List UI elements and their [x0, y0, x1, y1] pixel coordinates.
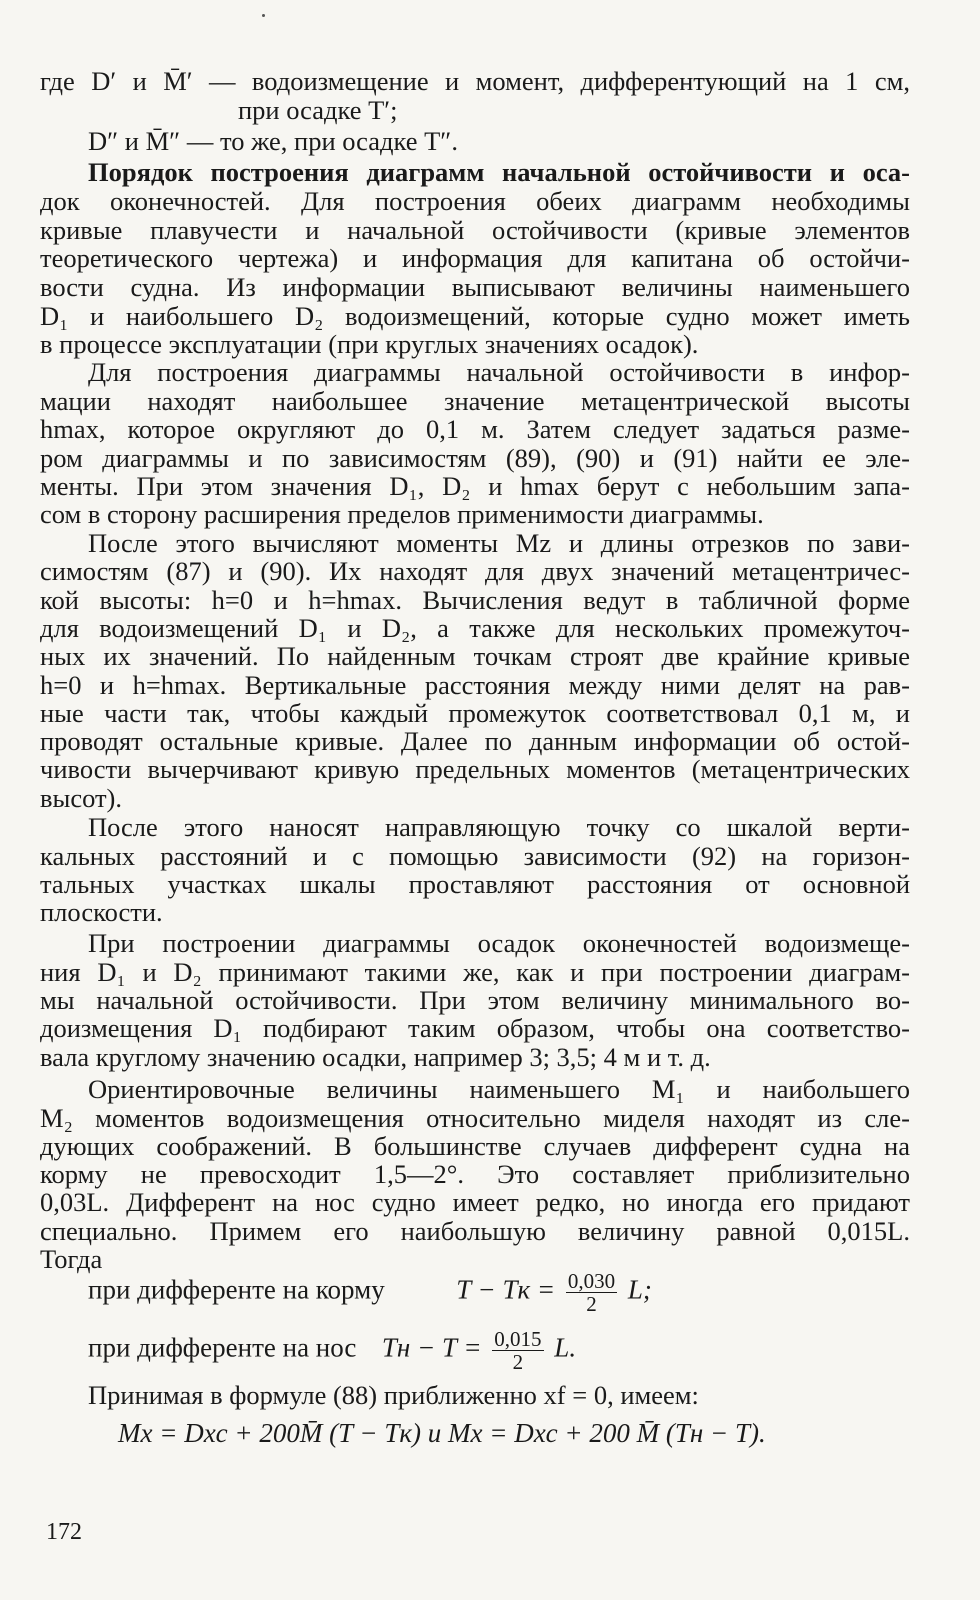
- text-line: в процессе эксплуатации (при круглых значениях осадок).: [40, 329, 699, 359]
- text-line: ные части так, чтобы каждый промежуток соответствовал 0,1 м, и: [40, 698, 910, 728]
- formula-moment: [118, 1418, 766, 1448]
- text-line: высот).: [40, 783, 123, 813]
- text-line: h=0 и h=hmax. Вертикальные расстояния между ними делят на рав-: [40, 670, 910, 700]
- formula-lead: при дифференте на корму: [88, 1274, 385, 1305]
- text-line: доизмещения D₁ подбирают таким образом, чтобы она соответство-: [40, 1013, 910, 1043]
- text-line: для водоизмещений D₁ и D₂, а также для нескольких промежуточ-: [40, 613, 910, 643]
- text-line: ром диаграммы и по зависимостям (89), (90) и (91) найти ее эле-: [40, 443, 910, 473]
- text-line: при осадке T′;: [238, 95, 398, 125]
- text-line: менты. При этом значения D₁, D₂ и hmax берут с небольшим запа-: [40, 471, 910, 501]
- formula-moment-text: Mx = Dxc + 200M̄ (T − Tк) и Mx = Dxc + 200 M̄ (Tн − T).: [118, 1418, 766, 1448]
- text-line: Тогда: [40, 1244, 103, 1274]
- formula-tail: L;: [627, 1274, 652, 1305]
- text-line: После этого вычисляют моменты Mz и длины отрезков по зави-: [88, 528, 910, 558]
- text-line: симостям (87) и (90). Их находят для двух значений метацентричес-: [40, 556, 910, 586]
- formula-lead: при дифференте на нос: [88, 1332, 357, 1363]
- formula-tail: L.: [554, 1332, 577, 1363]
- text-line: чивости вычерчивают кривую предельных моментов (метацентрических: [40, 754, 910, 784]
- text-line: док оконечностей. Для построения обеих диаграмм необходимы: [40, 186, 910, 216]
- text-line: 0,03L. Дифферент на нос судно имеет редко, но иногда его придают: [40, 1187, 910, 1217]
- scan-speck: [262, 14, 265, 17]
- text-line: специально. Примем его наибольшую величину равной 0,015L.: [40, 1216, 910, 1246]
- text-line: Для построения диаграммы начальной остойчивости в инфор-: [88, 357, 910, 387]
- fraction-numerator: 0,015: [494, 1327, 542, 1351]
- page-number: 172: [46, 1519, 82, 1545]
- text-line: D″ и M̄″ — то же, при осадке T″.: [88, 126, 458, 156]
- text-line: мы начальной остойчивости. При этом величину минимального во-: [40, 985, 910, 1015]
- text-line: кальных расстояний и с помощью зависимости (92) на горизон-: [40, 841, 910, 871]
- fraction-numerator: 0,030: [567, 1269, 616, 1293]
- text-line: кой высоты: h=0 и h=hmax. Вычисления ведут в табличной форме: [40, 585, 910, 615]
- text-line: кривые плавучести и начальной остойчивости (кривые элементов: [40, 215, 910, 245]
- text-line: Принимая в формуле (88) приближенно xf = 0, имеем:: [88, 1380, 699, 1410]
- formula-bow-trim: [88, 1328, 576, 1373]
- formula-lhs: T − Tк =: [456, 1274, 556, 1305]
- text-line: теоретического чертежа) и информация для капитана об остойчи-: [40, 243, 910, 273]
- text-line: Порядок построения диаграмм начальной остойчивости и оса-: [88, 157, 910, 187]
- text-line: ния D₁ и D₂ принимают такими же, как и при построении диаграм-: [40, 957, 910, 987]
- text-line: мации находят наибольшее значение метацентрической высоты: [40, 386, 910, 416]
- fraction: [566, 1270, 617, 1315]
- text-line: M₂ моментов водоизмещения относительно миделя находят из сле-: [40, 1103, 910, 1133]
- text-line: плоскости.: [40, 897, 163, 927]
- text-line: вала круглому значению осадки, например 3; 3,5; 4 м и т. д.: [40, 1042, 711, 1072]
- text-line: D₁ и наибольшего D₂ водоизмещений, которые судно может иметь: [40, 301, 910, 331]
- fraction-denominator: 2: [512, 1350, 524, 1374]
- formula-stern-trim: [88, 1270, 652, 1315]
- text-line: После этого наносят направляющую точку со шкалой верти-: [88, 812, 910, 842]
- text-line: где D′ и M̄′ — водоизмещение и момент, дифферентующий на 1 см,: [40, 66, 910, 96]
- text-line: Ориентировочные величины наименьшего M₁ и наибольшего: [88, 1074, 910, 1104]
- text-line: При построении диаграммы осадок оконечностей водоизмеще-: [88, 928, 910, 958]
- text-line: вости судна. Из информации выписывают величины наименьшего: [40, 272, 910, 302]
- fraction-denominator: 2: [586, 1292, 597, 1316]
- text-line: сом в сторону расширения пределов применимости диаграммы.: [40, 499, 764, 529]
- text-line: hmax, которое округляют до 0,1 м. Затем следует задаться разме-: [40, 414, 910, 444]
- text-line: проводят остальные кривые. Далее по данным информации об остой-: [40, 726, 910, 756]
- fraction: [492, 1328, 543, 1373]
- text-line: корму не превосходит 1,5—2°. Это составляет приблизительно: [40, 1159, 910, 1189]
- formula-lhs: Tн − T =: [381, 1332, 482, 1363]
- text-line: ных их значений. По найденным точкам строят две крайние кривые: [40, 641, 910, 671]
- text-line: тальных участках шкалы проставляют расстояния от основной: [40, 869, 910, 899]
- text-line: дующих соображений. В большинстве случаев дифферент судна на: [40, 1131, 910, 1161]
